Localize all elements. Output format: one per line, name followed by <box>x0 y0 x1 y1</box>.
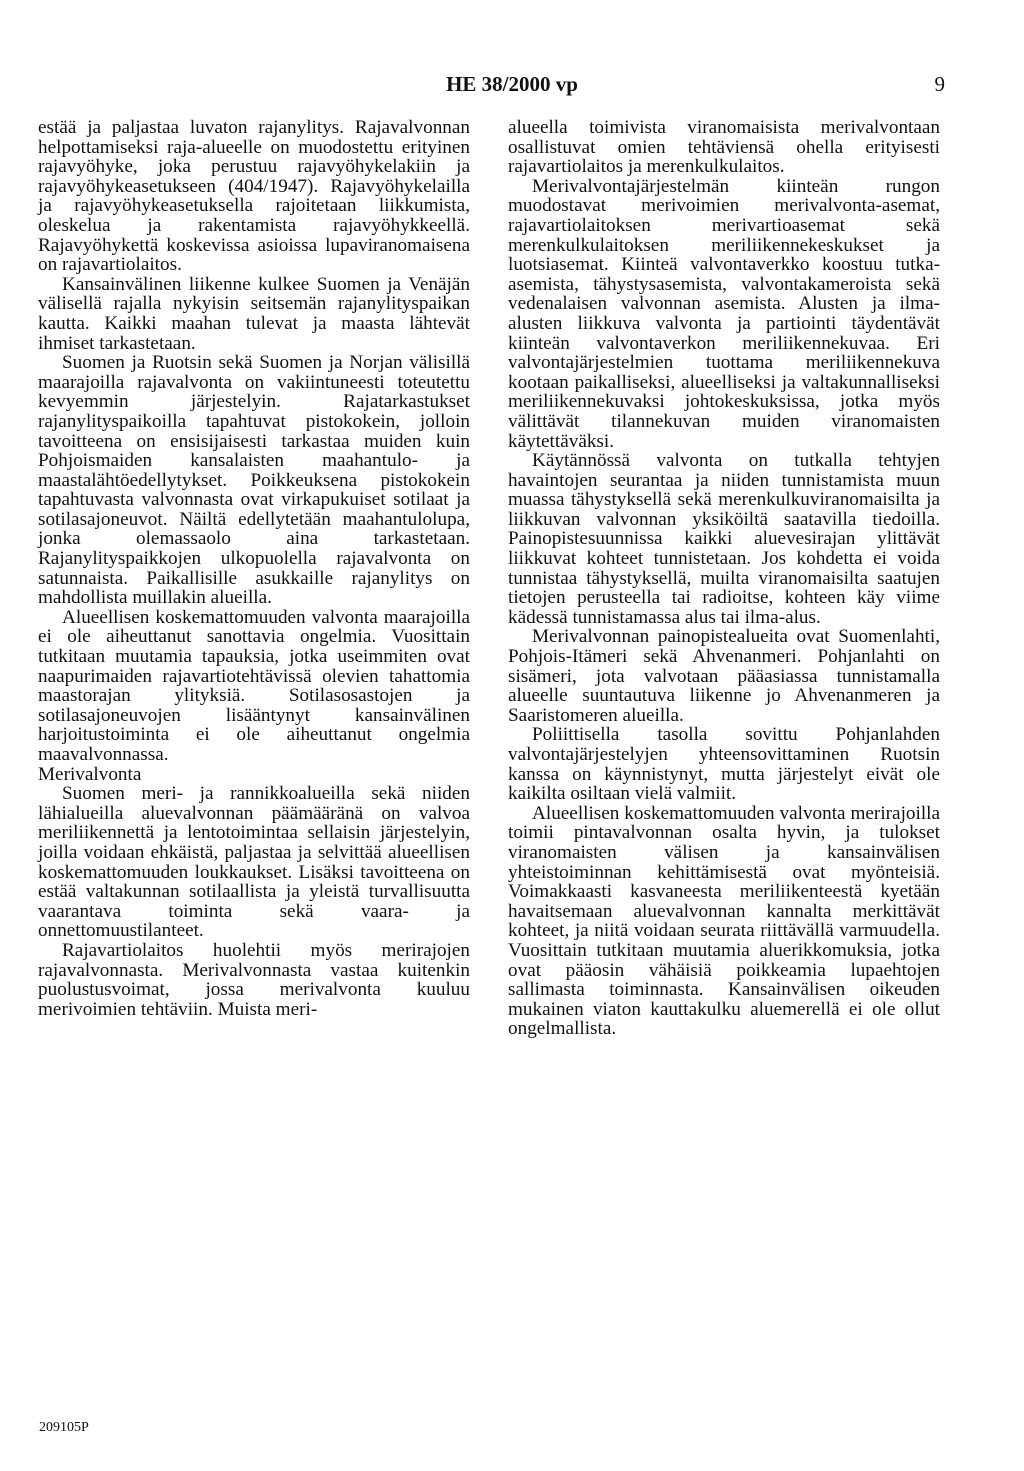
paragraph: Rajavartiolaitos huolehtii myös merirajojen rajavalvonnasta. Merivalvonnasta vastaa kuitenkin puolustusvoimat, jossa merivalvonta kuuluu merivoimien tehtäviin. Muista meri- <box>38 939 470 1020</box>
paragraph: Suomen ja Ruotsin sekä Suomen ja Norjan välisillä maarajoilla rajavalvonta on vakiintuneesti toteutettu kevyemmin järjestelyin. Rajatarkastukset rajanylityspaikoilla tapahtuvat pistokokein, jolloin tavoitteena on ensisijaisesti tarkastaa muiden kuin Pohjoismaiden kansalaisten maahantulo- ja maastalähtöedellytykset. Poikkeuksena pistokokein tapahtuvasta valvonnasta ovat virkapukuiset sotilaat ja sotilasajoneuvot. Näiltä edellytetään maahantulolupa, jonka olemassaolo aina tarkastetaan. Rajanylityspaikkojen ulkopuolella rajavalvonta on satunnaista. Paikallisille asukkaille rajanylitys on mahdollista muillakin alueilla. <box>38 352 470 609</box>
footer-code: 209105P <box>39 1420 89 1435</box>
paragraph: Käytännössä valvonta on tutkalla tehtyjen havaintojen seurantaa ja niiden tunnistamista muun muassa tähystyksellä sekä merenkulkuviranomaisilta ja liikkuvan valvonnan yksiköiltä saatavilla tiedoilla. Painopistesuunnissa kaikki aluevesirajan ylittävät liikkuvat kohteet tunnistetaan. Jos kohdetta ei voida tunnistaa tähystyksellä, muilta viranomaisilta saatujen tietojen perusteella tai radioitse, kohteen käy viime kädessä tunnistamassa alus tai ilma-alus. <box>508 450 940 628</box>
paragraph: Alueellisen koskemattomuuden valvonta maarajoilla ei ole aiheuttanut sanottavia ongelmia. Vuosittain tutkitaan muutamia tapauksia, jotka useimmiten ovat naapurimaiden rajavartiotehtävissä olevien tahattomia maastorajan ylityksiä. Sotilasosastojen ja sotilasajoneuvojen lisääntynyt kansainvälinen harjoitustoiminta ei ole aiheuttanut ongelmia maavalvonnassa. <box>38 606 470 765</box>
section-heading: Merivalvonta <box>38 763 142 785</box>
paragraph: estää ja paljastaa luvaton rajanylitys. Rajavalvonnan helpottamiseksi raja-alueelle on muodostettu erityinen rajavyöhyke, joka perustuu rajavyöhykelakiin ja rajavyöhykeasetukseen (404/1947). Rajavyöhykelailla ja rajavyöhykeasetuksella rajoitetaan liikkumista, oleskelua ja rakentamista rajavyöhykkeellä. Rajavyöhykettä koskevissa asioissa lupaviranomaisena on rajavartiolaitos. <box>38 117 470 276</box>
left-column <box>38 118 470 1019</box>
right-column <box>508 118 940 1039</box>
page-header <box>0 72 1024 102</box>
document-id: HE 38/2000 vp <box>446 72 578 96</box>
paragraph: alueella toimivista viranomaisista merivalvontaan osallistuvat omien tehtäviensä ohella erityisesti rajavartiolaitos ja merenkulkulaitos. <box>508 117 940 178</box>
page-number: 9 <box>934 72 945 96</box>
paragraph: Kansainvälinen liikenne kulkee Suomen ja Venäjän välisellä rajalla nykyisin seitsemän rajanylityspaikan kautta. Kaikki maahan tulevat ja maasta lähtevät ihmiset tarkastetaan. <box>38 273 470 354</box>
paragraph: Poliittisella tasolla sovittu Pohjanlahden valvontajärjestelyjen yhteensovittaminen Ruotsin kanssa on käynnistynyt, mutta järjestelyt eivät ole kaikilta osiltaan vielä valmiit. <box>508 724 940 805</box>
paragraph: Merivalvontajärjestelmän kiinteän rungon muodostavat merivoimien merivalvonta-asemat, rajavartiolaitoksen merivartioasemat sekä merenkulkulaitoksen meriliikennekeskukset ja luotsiasemat. Kiinteä valvontaverkko koostuu tutka-asemista, tähystysasemista, valvontakameroista sekä vedenalaisen valvonnan asemista. Alusten ja ilma-alusten liikkuva valvonta ja partiointi täydentävät kiinteän valvontaverkon meriliikennekuvaa. Eri valvontajärjestelmien tuottama meriliikennekuva kootaan paikalliseksi, alueelliseksi ja valtakunnalliseksi meriliikennekuvaksi johtokeskuksissa, jotka myös välittävät tilannekuvan muiden viranomaisten käytettäväksi. <box>508 175 940 452</box>
paragraph: Suomen meri- ja rannikkoalueilla sekä niiden lähialueilla aluevalvonnan päämääränä on valvoa meriliikennettä ja lentotoimintaa sellaisin järjestelyin, joilla voidaan ehkäistä, paljastaa ja selvittää alueellisen koskemattomuuden loukkaukset. Lisäksi tavoitteena on estää valtakunnan sotilaallista ja yleistä turvallisuutta vaarantava toiminta sekä vaara- ja onnettomuustilanteet. <box>38 783 470 942</box>
paragraph: Merivalvonnan painopistealueita ovat Suomenlahti, Pohjois-Itämeri sekä Ahvenanmeri. Pohjanlahti on sisämeri, jota valvotaan pääasiassa tunnistamalla alueelle suuntautuva liikenne jo Ahvenanmeren ja Saaristomeren alueilla. <box>508 626 940 726</box>
paragraph: Alueellisen koskemattomuuden valvonta merirajoilla toimii pintavalvonnan osalta hyvin, ja tulokset viranomaisten välisen ja kansainvälisen yhteistoiminnan kehittämisestä ovat myönteisiä. Voimakkaasti kasvaneesta meriliikenteestä kyetään havaitsemaan aluevalvonnan kannalta merkittävät kohteet, ja niitä voidaan seurata riittävällä varmuudella. Vuosittain tutkitaan muutamia aluerikkomuksia, jotka ovat pääosin vähäisiä poikkeamia lupaehtojen sallimasta toiminnasta. Kansainvälisen oikeuden mukainen viaton kauttakulku aluemerellä ei ole ollut ongelmallista. <box>508 802 940 1040</box>
